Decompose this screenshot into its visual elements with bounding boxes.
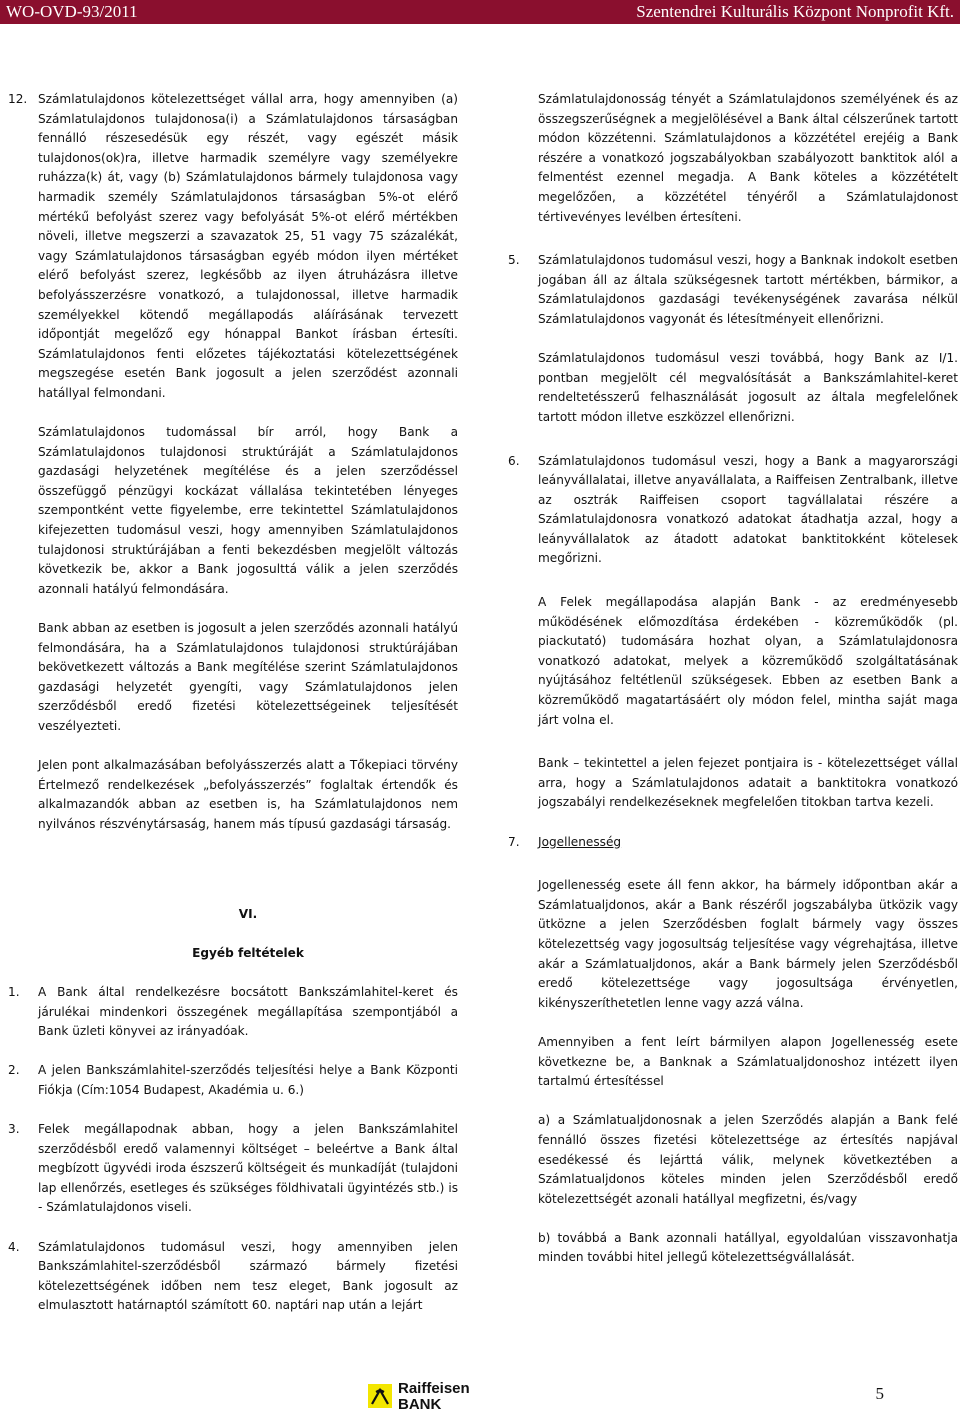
paragraph: Számlatulajdonos tudomásul veszi, hogy a Bank a magyarországi leányvállalatai, illetve anyavállalata, a Raiffeisen Zentralbank, illetve az osztrák Raiffeisen csoport tagvállalatai részére a Számlatulajdonosra vonatkozó adatokat átadhatja azzal, hogy a leányvállalatok az átadott adatokat banktitokként kötelesek megőrizni.	[538, 453, 958, 566]
document-code: WO-OVD-93/2011	[6, 2, 138, 21]
section-roman-number: VI.	[238, 906, 258, 921]
item-number: 12.	[8, 92, 28, 106]
section-title: Egyéb feltételek	[192, 945, 304, 960]
paragraph: Számlatulajdonos kötelezettséget vállal arra, hogy amennyiben (a) Számlatulajdonos tulajdonosa(i) a Számlatulajdonos társaságban fennálló részesedésük egy részét, vagy egészét másik tulajdonos(ok)ra, illetve harmadik személyre vagy személyekre ruházza(k) át, vagy (b) Számlatulajdonos bármely tulajdonosa vagy harmadik személy Számlatulajdonos társaságban 5%-ot elérő mértékű befolyást szerez vagy befolyását 5%-ot elérő mértékben növeli, illetve megszerzi a szavazatok 25, 51 vagy 75 százalékát, vagy Számlatulajdonos társaságban egyéb módon ilyen mértéket elérő befolyást szerez, legkésőbb az ilyen átruházásra illetve befolyásszerzésre vonatkozó, a tulajdonossal, illetve harmadik személyekkel kötendő megállapodás aláírásának tervezett időpontját megelőző egy hónappal Bankot írásban értesíti. Számlatulajdonos fenti előzetes tájékoztatási kötelezettségének megszegése esetén Bank jogosult a jelen szerződést azonnali hatállyal felmondani.	[38, 92, 458, 400]
left-column	[8, 90, 458, 1316]
paragraph: Számlatulajdonos tudomásul veszi, hogy amennyiben jelen Bankszámlahitel-szerződésből származó bármely fizetési kötelezettségének időben nem tesz eleget, Bank jogosult az elmulasztott határnaptól számított 60. naptári nap után a lejárt	[38, 1239, 458, 1313]
bank-logo	[368, 1380, 492, 1414]
paragraph: b) továbbá a Bank azonnali hatállyal, egyoldalúan visszavonhatja minden további hitel jellegű kötelezettségvállalását.	[538, 1230, 958, 1265]
paragraph: Számlatulajdonos tudomásul veszi továbbá, hogy Bank az I/1. pontban megjelölt cél megvalósítását a Bankszámlahitel-keret rendeltetésszerű felhasználását jogosult az általa megfelelőnek tartott módon illetve eszközzel ellenőrizni.	[538, 351, 958, 424]
item-number: 3.	[8, 1122, 20, 1137]
paragraph: Bank – tekintettel a jelen fejezet pontjaira is - kötelezettséget vállal arra, hogy a Számlatulajdonos adatait a banktitokra vonatkozó jogszabályi rendelkezéseknek megfelelően titokban tartva kezeli.	[538, 756, 958, 810]
logo-text: Raiffeisen	[398, 1380, 470, 1397]
paragraph: Számlatulajdonos tudomásul veszi, hogy a Banknak indokolt esetben jogában áll az általa szükségesnek tartott mértékben, bármikor, a Számlatulajdonos gazdasági tevékenységének zavarása nélkül Számlatulajdonos vagyonát és létesítményeit ellenőrizni.	[538, 253, 958, 326]
list-item	[8, 1120, 458, 1218]
paragraph: A Felek megállapodása alapján Bank - az eredményesebb működésének előmozdítása érdekében - közreműködők (pl. piackutató) tudomására hozhat olyan, a Számlatulajdonosra vonatkozó adatokat, melyek a közreműködő szolgáltatásának nyújtásához feltétlenül szükségesek. Ebben az esetben Bank a közreműködő magatartásáért oly módon felel, mintha saját maga járt volna el.	[538, 595, 958, 727]
paragraph: Jogellenesség esete áll fenn akkor, ha bármely időpontban akár a Számlatualjdonos, akár a Bank részéről jogszabályba ütközik vagy ütközne a jelen Szerződésben foglalt bármely vagy összes kötelezettség vagy jogosultság teljesítése vagy végrehajtása, illetve akár a Számlatualjdonos, akár a Bank bármely jelen Szerződésből eredő kötelezettsége vagy jogosultsága érvényetlen, kikényszeríthetetlen lenne vagy azzá válna.	[538, 878, 958, 1010]
item-number: 6.	[508, 453, 520, 468]
paragraph: a) a Számlatualjdonosnak a jelen Szerződés alapján a Bank felé fennálló összes fizetési kötelezettsége az értesítés napjával esedékessé és lejárttá válik, melynek következtében a Számlatualjdonos köteles minden jelen Szerződésből eredő kötelezettségét azonali hatállyal megfizetni, és/vagy	[538, 1113, 958, 1206]
section-5	[508, 251, 958, 427]
item-number: 5.	[508, 253, 520, 268]
page-header	[0, 0, 960, 24]
item-number: 7.	[508, 834, 520, 849]
paragraph: Számlatulajdonos tudomással bír arról, hogy Bank a Számlatulajdonos tulajdonosi struktúráját a Számlatulajdonos gazdasági helyzetének megítélése és a jelen szerződéssel összefüggő pénzügyi kockázat vállalása tekintetében lényeges szempontként vette figyelembe, erre tekintettel Számlatulajdonos kifejezetten tudomásul veszi, hogy amennyiben Számlatulajdonos tulajdonosi struktúrájában a fenti bekezdésben megjelölt változás következik be, akkor a Bank jogosulttá válik a jelen szerződés azonnali hatályú felmondására.	[38, 425, 458, 596]
list-item	[8, 1238, 458, 1316]
logo-text: BANK	[398, 1396, 442, 1413]
item-number: 2.	[8, 1063, 20, 1078]
section-12	[8, 90, 458, 835]
raiffeisen-gable-icon	[368, 1384, 392, 1408]
item-number: 1.	[8, 984, 20, 999]
paragraph: A Bank által rendelkezésre bocsátott Bankszámlahitel-keret és járulékai mindenkori összegének megállapítása szempontjából a Bank üzleti könyvei az irányadóak.	[38, 984, 458, 1039]
paragraph: A jelen Bankszámlahitel-szerződés teljesítési helye a Bank Központi Fiókja (Cím:1054 Budapest, Akadémia u. 6.)	[38, 1063, 458, 1097]
paragraph: Számlatulajdonosság tényét a Számlatulajdonos személyének és az összegszerűségnek a megjelölésével a Bank által célszerűnek tartott módon közzétenni. Számlatulajdonos a közzététel erejéig a Bank részére a vonatkozó jogszabályokban szabályozott banktitok alól a felmentést ezennel megadja. A Bank köteles a közzétételt megelőzően, a közzététel tényéről a Számlatulajdonost tértivevényes levélben értesíteni.	[538, 92, 958, 224]
paragraph: Jelen pont alkalmazásában befolyásszerzés alatt a Tőkepiaci törvény Értelmező rendelkezések „befolyásszerzés” foglaltak értendők és alkalmazandók abban az esetben is, ha Számlatulajdonos nem nyilvános részvénytársaság, hanem más típusú gazdasági társaság.	[38, 758, 458, 831]
right-column	[508, 90, 958, 1268]
item-number: 4.	[8, 1239, 20, 1254]
paragraph: Amennyiben a fent leírt bármilyen alapon Jogellenesség esete következne be, a Banknak a Számlatualjdonoshoz intézett ilyen tartalmú értesítéssel	[538, 1034, 958, 1089]
section-6	[508, 452, 958, 814]
section-7	[508, 833, 958, 1268]
section-title: Jogellenesség	[538, 834, 622, 849]
list-item	[8, 1061, 458, 1100]
list-item	[8, 983, 458, 1042]
page-number: 5	[875, 1384, 884, 1403]
company-name: Szentendrei Kulturális Központ Nonprofit Kft.	[636, 2, 954, 21]
paragraph: Bank abban az esetben is jogosult a jelen szerződés azonnali hatályú felmondására, ha a Számlatulajdonos tulajdonosi struktúrájában bekövetkezett változás a Bank megítélése szerint Számlatulajdonos gazdasági helyzetét gyengíti, vagy Számlatulajdonos jelen szerződésből eredő fizetési kötelezettségeinek teljesítését veszélyezteti.	[38, 621, 458, 733]
paragraph: Felek megállapodnak abban, hogy a jelen Bankszámlahitel szerződésből eredő valamennyi költséget – beleértve a Bank által megbízott ügyvédi iroda észszerű költségeit és munkadíját (tulajdoni lap ellenőrzés, esetleges és szükséges földhivatali ügyintézés stb.) is - Számlatulajdonos viseli.	[38, 1122, 458, 1215]
